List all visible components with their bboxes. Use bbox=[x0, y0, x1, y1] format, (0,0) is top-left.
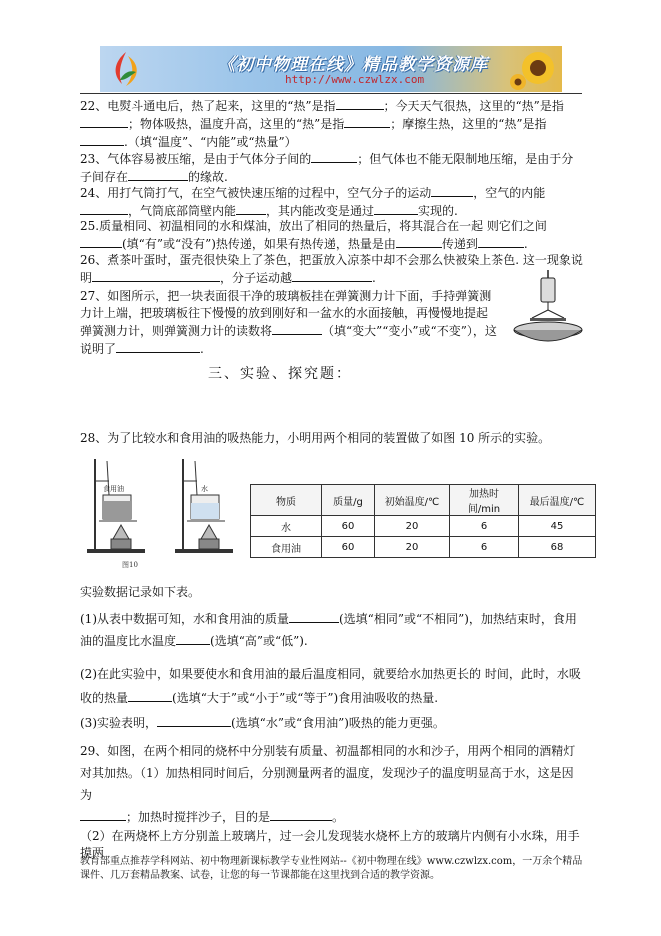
header-banner bbox=[100, 46, 562, 92]
answer-blank[interactable] bbox=[478, 235, 524, 248]
question-23: 23、气体容易被压缩，是由于气体分子间的 ；但气体也不能无限制地压缩，是由于分子间存在 的缘故. bbox=[80, 152, 574, 184]
question-28-intro: 28、为了比较水和食用油的吸热能力，小明用两个相同的装置做了如图 10 所示的实验。 bbox=[80, 431, 551, 445]
table-cell: 60 bbox=[322, 537, 375, 558]
table-header-cell: 加热时间/min bbox=[450, 485, 519, 516]
table-cell: 6 bbox=[450, 537, 519, 558]
question-28-part-1: (1)从表中数据可知，水和食用油的质量 (选填“相同”或“不相同”)，加热结束时，食用油的温度比水温度 (选填“高”或“低”). bbox=[80, 612, 577, 648]
table-cell: 60 bbox=[322, 516, 375, 537]
answer-blank[interactable] bbox=[80, 115, 128, 128]
question-22: 22、电熨斗通电后，热了起来，这里的“热”是指 ；今天天气很热，这里的“热”是指；物体吸热，温度升高，这里的“热”是指 ；摩擦生热，这里的“热”是指.（填“温度”、“内能”或“热量”） bbox=[80, 99, 564, 149]
answer-blank[interactable] bbox=[80, 133, 124, 146]
answer-blank[interactable] bbox=[116, 340, 200, 353]
records-note: 实验数据记录如下表。 bbox=[80, 585, 201, 599]
beaker-label-oil: 食用油 bbox=[103, 485, 124, 493]
question-25: 25.质量相同、初温相同的水和煤油，放出了相同的热量后，将其混合在一起 则它们之间(填“有”或“没有”)热传递，如果有热传递，热量是由 传递到 . bbox=[80, 219, 547, 251]
heating-apparatus-figure bbox=[83, 455, 243, 570]
table-cell: 食用油 bbox=[251, 537, 322, 558]
answer-blank[interactable] bbox=[92, 269, 220, 282]
answer-blank[interactable] bbox=[128, 168, 188, 181]
data-table bbox=[250, 484, 596, 558]
question-28-part-3: (3)实验表明， (选填“水”或“食用油”)吸热的能力更强。 bbox=[80, 716, 445, 730]
table-header-row bbox=[251, 485, 596, 516]
answer-blank[interactable] bbox=[80, 808, 126, 821]
question-29-part-2: （2）在两烧杯上方分别盖上玻璃片，过一会儿发现装水烧杯上方的玻璃片内侧有小水珠，用手摸两 bbox=[80, 829, 580, 860]
answer-blank[interactable] bbox=[344, 115, 390, 128]
sunflower-icon bbox=[508, 48, 558, 90]
table-cell: 20 bbox=[375, 537, 450, 558]
answer-blank[interactable] bbox=[176, 632, 210, 645]
table-header-cell: 初始温度/℃ bbox=[375, 485, 450, 516]
site-url[interactable]: http://www.czwlzx.com bbox=[285, 73, 425, 86]
answer-blank[interactable] bbox=[80, 202, 128, 215]
header-divider bbox=[80, 93, 582, 94]
figure-caption: 图10 bbox=[122, 561, 138, 569]
table-cell: 68 bbox=[519, 537, 596, 558]
answer-blank[interactable] bbox=[289, 610, 339, 623]
answer-blank[interactable] bbox=[80, 235, 122, 248]
answer-blank[interactable] bbox=[272, 322, 322, 335]
answer-blank[interactable] bbox=[374, 202, 418, 215]
table-cell: 水 bbox=[251, 516, 322, 537]
table-header-cell: 质量/g bbox=[322, 485, 375, 516]
answer-blank[interactable] bbox=[336, 97, 384, 110]
question-29: 29、如图，在两个相同的烧杯中分别装有质量、初温都相同的水和沙子，用两个相同的酒精灯对其加热。（1）加热相同时间后，分别测量两者的温度，发现沙子的温度明显高于水，这是因为 ；加热时搅拌沙子，目的是 。 bbox=[80, 744, 576, 824]
table-header-cell: 物质 bbox=[251, 485, 322, 516]
answer-blank[interactable] bbox=[431, 184, 473, 197]
table-header-cell: 最后温度/℃ bbox=[519, 485, 596, 516]
answer-blank[interactable] bbox=[236, 202, 266, 215]
site-logo-icon bbox=[106, 50, 146, 88]
question-27: 27、如图所示，把一块表面很干净的玻璃板挂在弹簧测力计下面，手持弹簧测力计上端，把玻璃板往下慢慢的放到刚好和一盆水的水面接触，再慢慢地提起弹簧测力计，则弹簧测力计的读数将 （填“变大”“变小”或“不变”），这说明了 . bbox=[80, 289, 497, 356]
answer-blank[interactable] bbox=[311, 150, 357, 163]
answer-blank[interactable] bbox=[292, 269, 372, 282]
answer-blank[interactable] bbox=[270, 808, 332, 821]
table-cell: 45 bbox=[519, 516, 596, 537]
beaker-label-water: 水 bbox=[201, 485, 208, 493]
answer-blank[interactable] bbox=[128, 689, 172, 702]
question-28-part-2: (2)在此实验中，如果要使水和食用油的最后温度相同，就要给水加热更长的 时间，此时，水吸收的热量 (选填“大于”或“小于”或“等于”)食用油吸收的热量. bbox=[80, 667, 581, 705]
question-24: 24、用打气筒打气，在空气被快速压缩的过程中，空气分子的运动 ，空气的内能，气筒底部筒壁内能 ，其内能改变是通过 实现的. bbox=[80, 186, 546, 218]
section-heading: 三、实验、探究题： bbox=[208, 366, 352, 382]
table-cell: 6 bbox=[450, 516, 519, 537]
table-row bbox=[251, 516, 596, 537]
table-row bbox=[251, 537, 596, 558]
question-26: 26、煮茶叶蛋时，蛋壳很快染上了茶色，把蛋放入凉茶中却不会那么快被染上茶色. 这一现象说明 ，分子运动越 . bbox=[80, 253, 583, 285]
page-footer: 教育部重点推荐学科网站、初中物理新课标教学专业性网站--《初中物理在线》www.czwlzx.com，一万余个精品课件、几万套精品教案、试卷，让您的每一节课都能在这里找到合适的教学资源。 bbox=[80, 856, 583, 881]
table-cell: 20 bbox=[375, 516, 450, 537]
site-title: 《初中物理在线》精品教学资源库 bbox=[218, 55, 488, 75]
spring-scale-figure bbox=[508, 270, 588, 348]
answer-blank[interactable] bbox=[396, 235, 442, 248]
answer-blank[interactable] bbox=[157, 714, 231, 727]
